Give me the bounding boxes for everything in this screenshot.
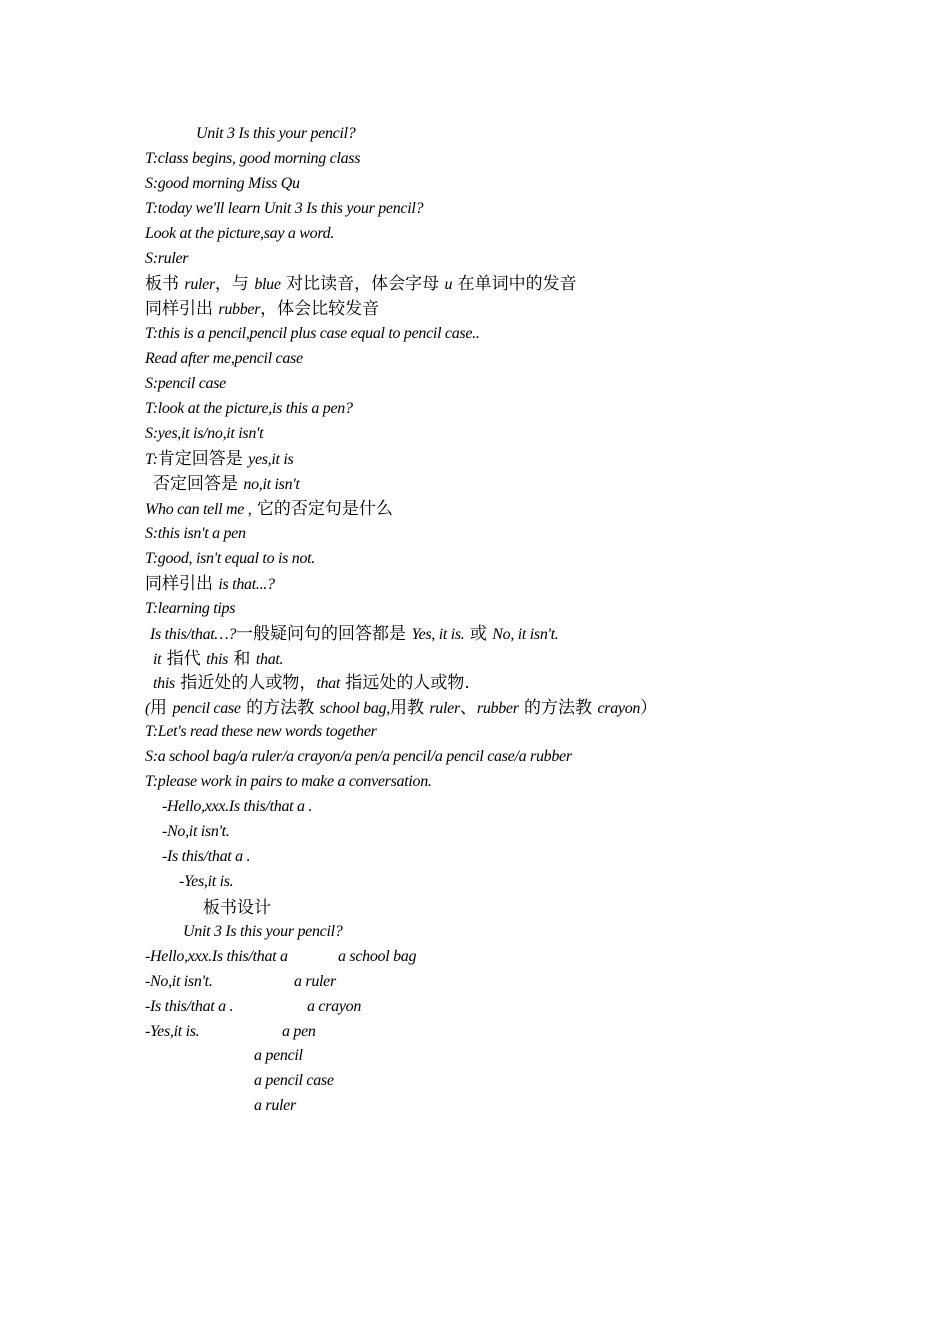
dialogue-line: T:today we'll learn Unit 3 Is this your pencil? (145, 200, 424, 217)
note-line: 同样引出 is that...? (145, 574, 275, 594)
note-line: 否定回答是 no,it isn't (153, 474, 300, 494)
board-word: a pencil (254, 1047, 303, 1064)
dialogue-line: Look at the picture,say a word. (145, 225, 335, 242)
pair-dialogue-line: -No,it isn't. (162, 823, 230, 840)
pair-dialogue-line: -Yes,it is. (179, 873, 234, 890)
dialogue-line: S:ruler (145, 250, 189, 267)
dialogue-line: T:good, isn't equal to is not. (145, 550, 315, 567)
note-line: Who can tell me , 它的否定句是什么 (145, 499, 393, 519)
tip-line: it 指代 this 和 that. (153, 649, 284, 669)
board-title: Unit 3 Is this your pencil? (183, 923, 343, 940)
dialogue-line: T:look at the picture,is this a pen? (145, 400, 353, 417)
dialogue-line: S:pencil case (145, 375, 226, 392)
board-heading: 板书设计 (203, 898, 271, 918)
note-line: T:肯定回答是 yes,it is (145, 449, 294, 469)
board-word: a pen (282, 1023, 316, 1040)
dialogue-line: T:learning tips (145, 600, 236, 617)
dialogue-line: S:a school bag/a ruler/a crayon/a pen/a pencil/a pencil case/a rubber (145, 748, 572, 765)
board-word: a school bag (338, 948, 417, 965)
dialogue-line: S:yes,it is/no,it isn't (145, 425, 264, 442)
board-dialogue-line: -Is this/that a . (145, 998, 234, 1015)
dialogue-line: T:class begins, good morning class (145, 150, 361, 167)
board-dialogue-line: -Hello,xxx.Is this/that a (145, 948, 288, 965)
note-line: 板书 ruler，与 blue 对比读音，体会字母 u 在单词中的发音 (145, 274, 577, 294)
dialogue-line: Read after me,pencil case (145, 350, 303, 367)
board-word: a ruler (254, 1097, 296, 1114)
note-line: 同样引出 rubber，体会比较发音 (145, 299, 380, 319)
note-line: (用 pencil case 的方法教 school bag,用教 ruler、rubber 的方法教 crayon） (145, 698, 658, 718)
pair-dialogue-line: -Is this/that a . (162, 848, 251, 865)
board-word: a pencil case (254, 1072, 334, 1089)
pair-dialogue-line: -Hello,xxx.Is this/that a . (162, 798, 313, 815)
board-word: a ruler (294, 973, 336, 990)
tip-line: Is this/that…?一般疑问句的回答都是 Yes, it is. 或 No, it isn't. (150, 624, 559, 644)
board-word: a crayon (307, 998, 362, 1015)
tip-line: this 指近处的人或物，that 指远处的人或物. (153, 673, 470, 693)
board-dialogue-line: -No,it isn't. (145, 973, 213, 990)
dialogue-line: T:Let's read these new words together (145, 723, 377, 740)
dialogue-line: T:please work in pairs to make a conversation. (145, 773, 432, 790)
board-dialogue-line: -Yes,it is. (145, 1023, 200, 1040)
dialogue-line: S:good morning Miss Qu (145, 175, 300, 192)
lesson-title: Unit 3 Is this your pencil? (196, 125, 356, 142)
dialogue-line: S:this isn't a pen (145, 525, 246, 542)
dialogue-line: T:this is a pencil,pencil plus case equal to pencil case.. (145, 325, 480, 342)
